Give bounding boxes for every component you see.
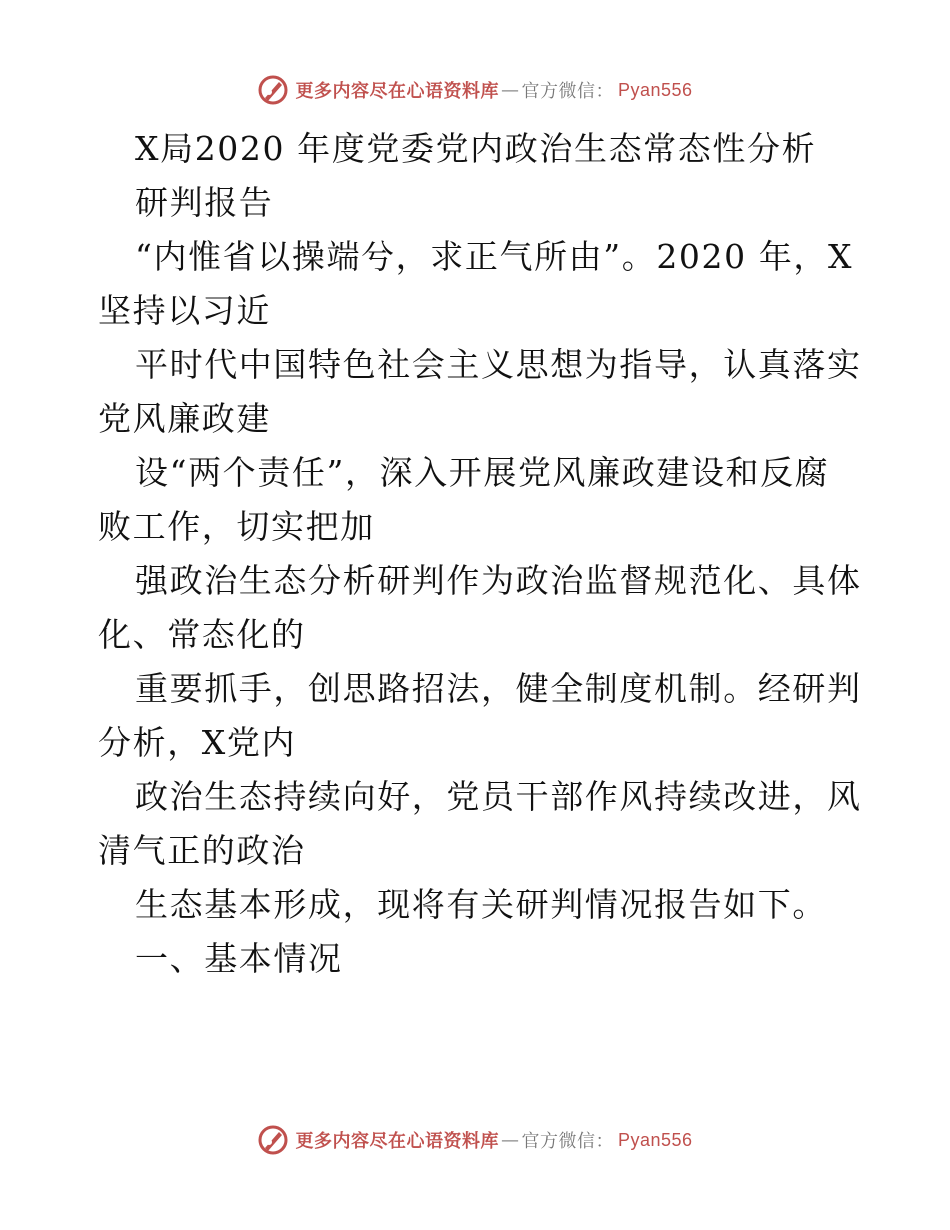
watermark-wechat-id: Pyan556 xyxy=(617,79,693,100)
watermark-main-text: 更多内容尽在心语资料库 xyxy=(295,81,499,102)
paragraph-line: 化、常态化的 xyxy=(98,615,306,654)
watermark-wechat-id: Pyan556 xyxy=(617,1129,693,1150)
paragraph-line: 设“两个责任”，深入开展党风廉政建设和反腐 xyxy=(135,453,830,492)
watermark-main-text: 更多内容尽在心语资料库 xyxy=(295,1131,499,1152)
paragraph-line: 党风廉政建 xyxy=(98,399,271,438)
watermark-dash: — xyxy=(500,79,520,101)
paragraph-line: “内惟省以操端兮，求正气所由”。2020 年，X xyxy=(135,237,854,276)
paragraph-line: 分析，X党内 xyxy=(98,723,297,762)
paragraph-line: 败工作，切实把加 xyxy=(98,507,375,546)
document-body xyxy=(98,122,862,986)
footer-watermark xyxy=(0,1120,950,1160)
paragraph-line: 政治生态持续向好，党员干部作风持续改进，风 xyxy=(135,777,862,816)
pen-circle-logo-icon xyxy=(257,1124,289,1156)
section-heading: 一、基本情况 xyxy=(135,939,343,978)
pen-circle-logo-icon xyxy=(257,74,289,106)
document-title-line-1: X局2020 年度党委党内政治生态常态性分析 xyxy=(135,129,817,168)
watermark-official-text: 官方微信： xyxy=(521,81,614,102)
header-watermark xyxy=(0,70,950,110)
paragraph-line: 强政治生态分析研判作为政治监督规范化、具体 xyxy=(135,561,862,600)
paragraph-line: 平时代中国特色社会主义思想为指导，认真落实 xyxy=(135,345,862,384)
paragraph-line: 清气正的政治 xyxy=(98,831,306,870)
watermark-dash: — xyxy=(500,1129,520,1151)
watermark-official-text: 官方微信： xyxy=(521,1131,614,1152)
document-title-line-2: 研判报告 xyxy=(135,183,274,222)
paragraph-line: 重要抓手，创思路招法，健全制度机制。经研判 xyxy=(135,669,862,708)
paragraph-line: 生态基本形成，现将有关研判情况报告如下。 xyxy=(135,885,827,924)
paragraph-line: 坚持以习近 xyxy=(98,291,271,330)
